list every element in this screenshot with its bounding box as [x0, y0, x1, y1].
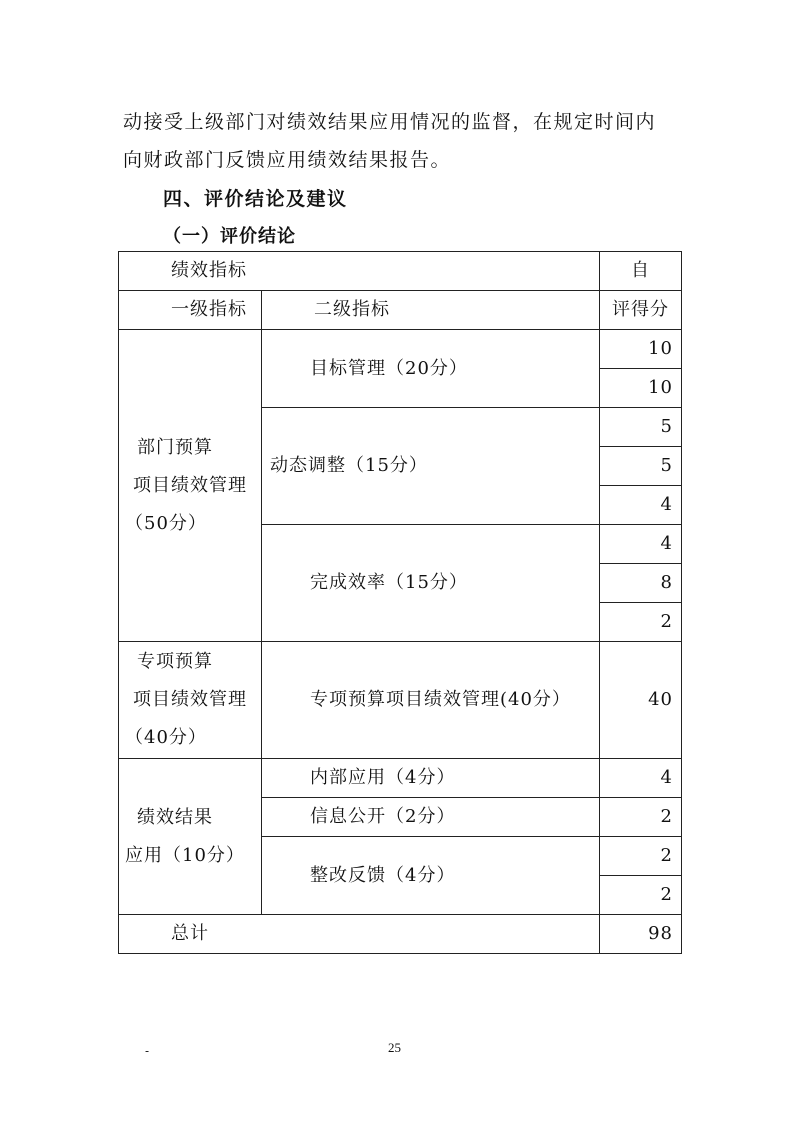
level2-dynamic-adjustment: 动态调整（15分）: [262, 408, 600, 525]
score-cell: 8: [600, 564, 682, 603]
level1-line: （50分）: [125, 512, 207, 534]
level2-completion-efficiency: 完成效率（15分）: [262, 525, 600, 642]
header-self-top: 自: [600, 252, 682, 291]
score-cell: 4: [600, 486, 682, 525]
level1-line: 项目绩效管理: [133, 474, 247, 496]
level1-line: 项目绩效管理: [133, 689, 247, 710]
score-cell: 10: [600, 330, 682, 369]
level2-information-disclosure: 信息公开（2分）: [262, 798, 600, 837]
subsection-heading: （一）评价结论: [163, 226, 296, 247]
page-number: 25: [388, 1040, 401, 1055]
score-cell: 40: [600, 642, 682, 759]
section-heading: 四、评价结论及建议: [163, 188, 348, 210]
score-cell: 4: [600, 759, 682, 798]
level1-result-application: [119, 759, 262, 915]
score-cell: 5: [600, 408, 682, 447]
level2-internal-application: 内部应用（4分）: [262, 759, 600, 798]
level1-line: 专项预算: [137, 651, 213, 672]
level2-target-management: 目标管理（20分）: [262, 330, 600, 408]
score-cell: 2: [600, 876, 682, 915]
level1-line: 绩效结果: [137, 806, 213, 828]
evaluation-table: [118, 251, 682, 954]
score-cell: 4: [600, 525, 682, 564]
header-level2: 二级指标: [262, 291, 600, 330]
level2-rectification-feedback: 整改反馈（4分）: [262, 837, 600, 915]
total-label: 总计: [119, 915, 600, 954]
header-self-bottom: 评得分: [600, 291, 682, 330]
level1-line: 应用（10分）: [125, 844, 245, 866]
header-metric: 绩效指标: [119, 252, 600, 291]
score-cell: 2: [600, 798, 682, 837]
level1-line: 部门预算: [137, 436, 213, 458]
score-cell: 5: [600, 447, 682, 486]
score-cell: 2: [600, 603, 682, 642]
paragraph-line-2: 向财政部门反馈应用绩效结果报告。: [123, 149, 452, 171]
score-cell: 10: [600, 369, 682, 408]
score-cell: 2: [600, 837, 682, 876]
level1-special-budget: [119, 642, 262, 759]
paragraph-line-1: 动接受上级部门对绩效结果应用情况的监督，在规定时间内: [123, 111, 657, 133]
total-score: 98: [600, 915, 682, 954]
header-level1: 一级指标: [119, 291, 262, 330]
level1-line: （40分）: [125, 727, 207, 748]
level2-special-budget-management: 专项预算项目绩效管理(40分）: [262, 642, 600, 759]
level1-dept-budget: [119, 330, 262, 642]
footer-dash: -: [145, 1044, 150, 1058]
